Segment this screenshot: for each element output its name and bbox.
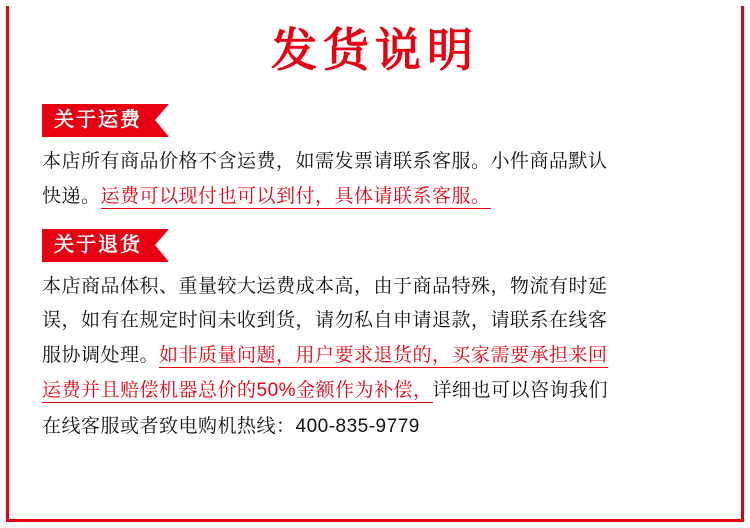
- return-line-4-text-a: 运费并且赔偿机器总价的50%金额作为补偿，: [42, 379, 433, 401]
- page-title: 发货说明: [271, 24, 479, 76]
- shipping-line-1: [42, 147, 714, 178]
- return-line-4: [42, 376, 714, 407]
- section-shipping: [42, 104, 714, 213]
- section-return-tag: 关于退货: [42, 229, 168, 262]
- return-line-3-text-a: 服协调处理。: [42, 345, 160, 367]
- shipping-line-2-text-a: 快递。: [42, 185, 101, 207]
- notice-content: [42, 104, 714, 457]
- return-line-4-text-b: 详细也可以咨询我们: [432, 379, 609, 401]
- service-hotline: 在线客服或者致电购机热线：400-835-9779: [42, 415, 420, 437]
- shipping-line-2: [42, 182, 714, 213]
- section-shipping-tag: 关于运费: [42, 104, 168, 137]
- return-line-1: [42, 272, 714, 303]
- return-line-2: [42, 306, 714, 337]
- return-line-3: [42, 341, 714, 372]
- shipping-line-1-text: 本店所有商品价格不含运费，如需发票请联系客服。小件商品默认: [42, 151, 608, 172]
- return-line-2-text: 误，如有在规定时间未收到货，请勿私自申请退款，请联系在线客: [42, 310, 608, 332]
- section-return: [42, 229, 714, 438]
- return-line-3-text-b: 如非质量问题，用户要求退货的，买家需要承担来回: [159, 345, 608, 367]
- shipping-line-2-text-b: 运费可以现付也可以到付，具体请联系客服。: [100, 185, 491, 207]
- return-line-1-text: 本店商品体积、重量较大运费成本高，由于商品特殊，物流有时延: [42, 275, 608, 297]
